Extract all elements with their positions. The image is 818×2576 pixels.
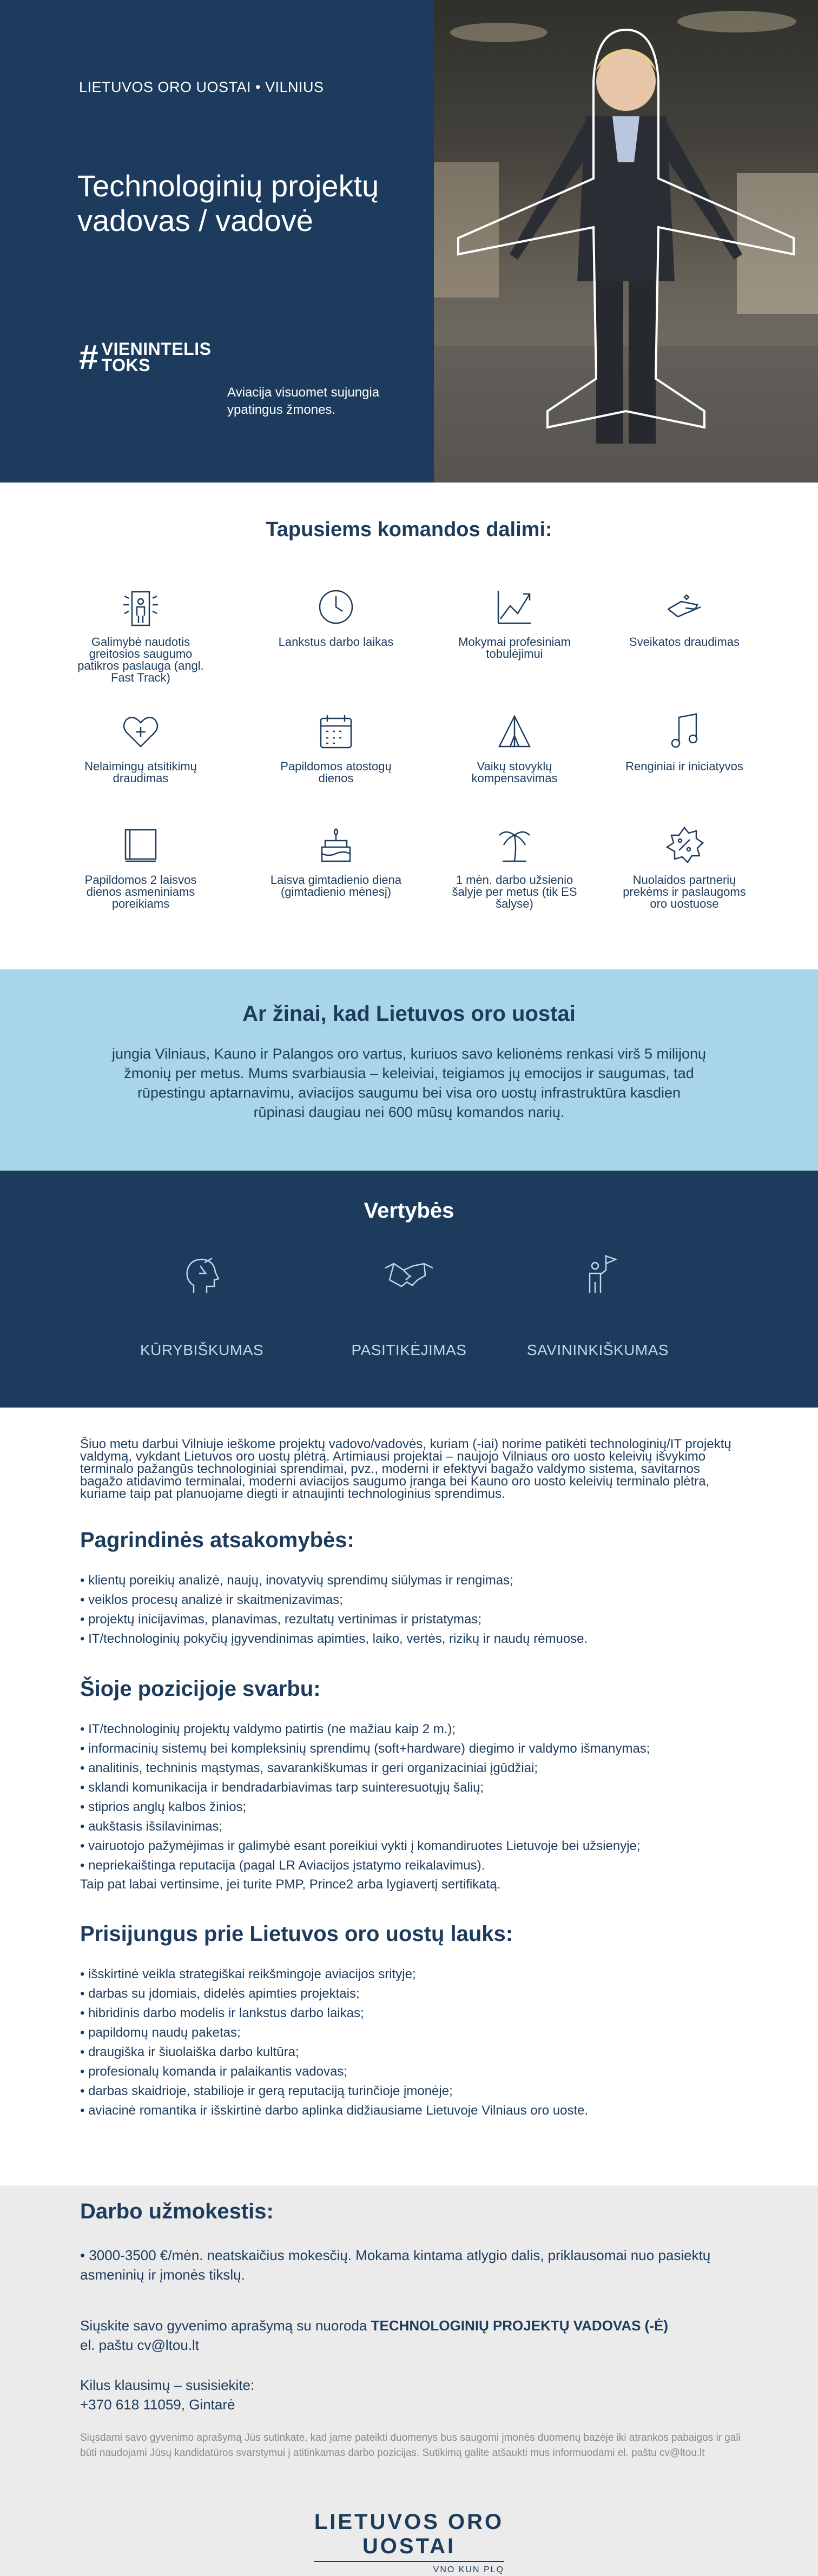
book-icon [119,823,162,867]
list-item: • stiprios anglų kalbos žinios; [80,1798,746,1817]
certificate-note: Taip pat labai vertinsime, jei turite PMP, Prince2 arba lygiavertį sertifikatą. [80,1877,501,1892]
logo-airport-codes: VNO KUN PLQ [433,2565,504,2574]
benefit-health-insurance [617,585,752,648]
list-item: • išskirtinė veikla strategiškai reikšmingoje aviacijos srityje; [80,1965,746,1984]
list-item: • vairuotojo pažymėjimas ir galimybė esant poreikiui vykti į komandiruotes Lietuvoje bei užsienyje; [80,1837,746,1856]
list-item: • projektų inicijavimas, planavimas, rezultatų vertinimas ir pristatymas; [80,1610,746,1629]
list-item: • analitinis, techninis mąstymas, savarankiškumas ir geri organizaciniai įgūdžiai; [80,1759,746,1778]
benefit-label: Nuolaidos partnerių prekėms ir paslaugoms oro uostuose [623,873,746,910]
benefit-extra-vacation [268,710,404,784]
value-ownership [517,1252,679,1359]
logo-wordmark: LIETUVOS ORO UOSTAI [314,2510,504,2562]
offer-title: Prisijungus prie Lietuvos oro uostų lauks: [80,1922,513,1946]
health-hand-icon [663,585,706,629]
list-item: • klientų poreikių analizė, naujų, inovatyvių sprendimų siūlymas ir rengimas; [80,1571,746,1590]
hero-section [0,0,818,483]
handshake-icon [382,1252,436,1298]
responsibilities-list [80,1571,746,1649]
palm-tree-icon [493,823,536,867]
clock-icon [314,585,358,629]
benefit-label: Sveikatos draudimas [629,635,740,649]
benefit-label: Vaikų stovyklų kompensavimas [471,759,558,785]
list-item: • nepriekaištinga reputacija (pagal LR Aviacijos įstatymo reikalavimus). [80,1856,746,1875]
list-item: • hibridinis darbo modelis ir lankstus darbo laikas; [80,2004,746,2023]
offer-list [80,1965,746,2121]
growth-chart-icon [493,585,536,629]
list-item: • sklandi komunikacija ir bendradarbiavimas tarp suinteresuotųjų šalių; [80,1778,746,1798]
footer-section [0,2185,818,2576]
discount-badge-icon [663,823,706,867]
fact-title: Ar žinai, kad Lietuvos oro uostai [242,1002,576,1026]
list-item: • IT/technologinių pokyčių įgyvendinimas apimties, laiko, vertės, rizikų ir naudų rėmuose. [80,1629,746,1649]
value-creativity [121,1252,283,1359]
benefit-label: Galimybė naudotis greitosios saugumo patikros paslauga (angl. Fast Track) [77,635,204,684]
benefit-personal-days [73,823,208,910]
values-section [0,1171,818,1408]
apply-instructions [80,2316,746,2335]
hero-slogan: Aviacija visuomet sujungia ypatingus žmones. [227,385,380,417]
benefit-fast-track [73,585,208,684]
benefit-accident-insurance [73,710,208,784]
heart-plus-icon [119,710,162,753]
list-item: • papildomų naudų paketas; [80,2023,746,2043]
benefit-partner-discounts [617,823,752,910]
benefit-label: Laisva gimtadienio diena (gimtadienio mėnesį) [270,873,402,899]
benefit-label: Papildomos 2 laisvos dienos asmeniniams poreikiams [84,873,197,910]
responsibilities-title: Pagrindinės atsakomybės: [80,1528,354,1552]
salary-title: Darbo užmokestis: [80,2199,274,2223]
benefit-label: Renginiai ir iniciatyvos [625,759,743,773]
benefits-title: Tapusiems komandos dalimi: [266,518,552,541]
list-item: • profesionalų komanda ir palaikantis vadovas; [80,2062,746,2082]
hash-icon: # [79,338,98,377]
requirements-title: Šioje pozicijoje svarbu: [80,1677,321,1701]
list-item: • aviacinė romantika ir išskirtinė darbo aplinka didžiausiame Lietuvoje Vilniaus oro uoste. [80,2101,746,2121]
benefit-flex-hours [268,585,404,648]
benefit-label: Nelaimingų atsitikimų draudimas [84,759,197,785]
job-description [80,1408,746,2121]
benefit-label: Mokymai profesiniam tobulėjimui [458,635,571,660]
questions-label: Kilus klausimų – susisiekite: [80,2377,255,2393]
consent-text: Siųsdami savo gyvenimo aprašymą Jūs sutinkate, kad jame pateikti duomenys bus saugomi įmonės duomenų bazėje iki atrankos pabaigos ir gali būti naudojami Jūsų kandidatūros svarstymui į atitinkamas darbo pozicijas. Sutikimą galite atšaukti mus informuodami el. paštu cv@ltou.lt [80,2432,741,2459]
benefit-birthday [268,823,404,898]
list-item: • IT/technologinių projektų valdymo patirtis (ne mažiau kaip 2 m.); [80,1720,746,1739]
benefit-training [447,585,582,660]
benefit-label: 1 mėn. darbo užsienio šalyje per metus (tik ES šalyse) [452,873,577,910]
benefit-label: Lankstus darbo laikas [278,635,394,649]
birthday-cake-icon [314,823,358,867]
apply-position-name: TECHNOLOGINIŲ PROJEKTŲ VADOVAS (-Ė) [371,2317,668,2334]
benefit-kids-camps [447,710,582,784]
requirements-list [80,1720,746,1875]
list-item: • veiklos procesų analizė ir skaitmenizavimas; [80,1590,746,1610]
hero-kicker: LIETUVOS ORO UOSTAI • VILNIUS [79,79,324,95]
music-note-icon [663,710,706,753]
value-label: SAVININKIŠKUMAS [526,1342,669,1358]
fact-section [0,969,818,1171]
list-item: • darbas su įdomiais, didelės apimties projektais; [80,1984,746,2004]
benefit-events [617,710,752,772]
calendar-icon [314,710,358,753]
benefit-label: Papildomos atostogų dienos [280,759,392,785]
fact-body: jungia Vilniaus, Kauno ir Palangos oro vartus, kuriuos savo kelionėms renkasi virš 5 milijonų žmonių per metus. Mums svarbiausia – keleiviai, teigiamos jų emocijos ir saugumas, tad rūpestingu aptarnavimu, aviacijos saugumu bei visa oro uostų infrastruktūra kasdien rūpinasi daugiau nei 600 mūsų komandos narių. [111,1046,707,1120]
apply-prefix: Siųskite savo gyvenimo aprašymą su nuoroda [80,2317,371,2334]
hashtag-logo [79,338,212,377]
salary-text: • 3000-3500 €/mėn. neatskaičius mokesčių. Mokama kintama atlygio dalis, priklausomai nuo pasiektų asmeninių ir įmonės tikslų. [80,2247,711,2283]
contact-phone[interactable]: +370 618 11059, Gintarė [80,2396,235,2413]
intro-paragraph: Šiuo metu darbui Vilniuje ieškome projektų vadovo/vadovės, kuriam (-iai) norime patikėti technologinių/IT projektų valdymą, vykdant Lietuvos oro uostų plėtrą. Artimiausi projektai – naujojo Vilniaus oro uosto keleivių išvykimo terminalo pažangūs technologiniai sprendimai, pvz., moderni ir efektyvi bagažo valdymo sistema, savitarnos bagažo atidavimo terminalai, moderni aviacijos saugumo įranga bei Kauno oro uosto keleivių terminalo plėtra, kuriame taip pat planuojame diegti ir atnaujinti technologinius sprendimus. [80,1437,731,1501]
hero-panel [0,0,434,483]
flag-person-icon [575,1252,621,1298]
list-item: • aukštasis išsilavinimas; [80,1817,746,1837]
values-title: Vertybės [364,1199,454,1223]
security-gate-icon [119,585,162,629]
apply-email[interactable]: el. paštu cv@ltou.lt [80,2337,200,2353]
list-item: • darbas skaidrioje, stabilioje ir gerą reputaciją turinčioje įmonėje; [80,2082,746,2101]
hashtag-line-2: TOKS [101,355,150,375]
hero-photo [434,0,818,483]
list-item: • informacinių sistemų bei kompleksinių sprendimų (soft+hardware) diegimo ir valdymo išmanymas; [80,1739,746,1759]
job-title: Technologinių projektų vadovas / vadovė [77,169,379,237]
value-label: KŪRYBIŠKUMAS [140,1342,263,1358]
airplane-outline-photo [434,0,818,483]
creativity-head-icon [179,1252,225,1298]
value-trust [328,1252,490,1359]
company-logo [314,2510,504,2575]
benefits-section [0,483,818,969]
benefit-work-abroad [447,823,582,910]
tent-icon [493,710,536,753]
hashtag-line-1: VIENINTELIS [101,339,212,359]
list-item: • draugiška ir šiuolaiška darbo kultūra; [80,2043,746,2062]
value-label: PASITIKĖJIMAS [351,1342,467,1358]
